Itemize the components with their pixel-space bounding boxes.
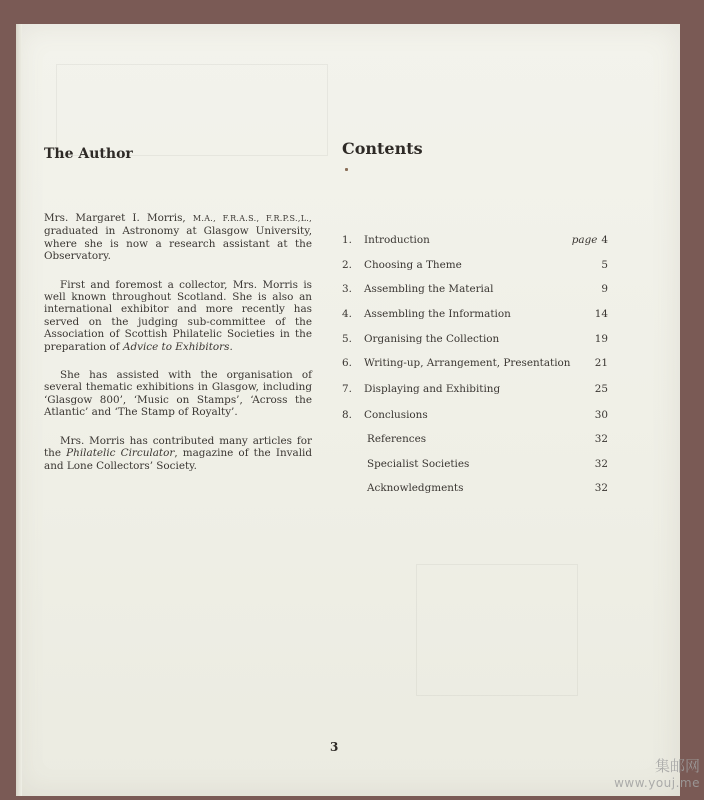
toc-page: 25 — [594, 383, 608, 395]
author-heading: The Author — [44, 146, 133, 162]
watermark — [614, 758, 700, 792]
toc-title: Conclusions — [364, 409, 428, 421]
toc-page: 19 — [594, 333, 608, 345]
toc-page: 32 — [594, 433, 608, 445]
toc-number: 7. — [342, 383, 352, 395]
toc-title: Writing-up, Arrangement, Presentation — [364, 357, 571, 369]
toc-entry — [342, 234, 608, 248]
author-bio-paragraph: Mrs. Morris has contributed many articles for the Philatelic Circulator, magazine of the Invalid and Lone Collectors’ Society. — [44, 434, 313, 472]
toc-page: 21 — [594, 357, 608, 369]
toc-entry — [342, 433, 608, 447]
toc-page: 9 — [601, 283, 608, 295]
page-binding-edge — [16, 24, 22, 796]
toc-entry — [342, 482, 608, 496]
toc-page: 32 — [594, 458, 608, 470]
toc-page: 32 — [594, 482, 608, 494]
toc-number: 3. — [342, 283, 352, 295]
toc-entry — [342, 308, 608, 322]
show-through-shadow — [56, 64, 328, 156]
toc-number: 2. — [342, 259, 352, 271]
author-bio-paragraph: She has assisted with the organisation of several thematic exhibitions in Glasgow, including ‘Glasgow 800’, ‘Music on Stamps’, ‘Across the Atlantic’ and ‘The Stamp of Royalty’. — [44, 369, 312, 419]
toc-number: 4. — [342, 308, 352, 320]
contents-heading: Contents — [342, 139, 423, 158]
toc-entry — [342, 259, 608, 273]
toc-page: 14 — [594, 308, 608, 320]
toc-page: page 4 — [571, 234, 608, 246]
show-through-shadow — [416, 564, 578, 696]
ink-speck — [345, 168, 348, 171]
toc-title: Specialist Societies — [367, 458, 470, 470]
toc-title: Assembling the Material — [364, 283, 494, 295]
author-bio — [44, 212, 312, 488]
toc-page: 5 — [601, 259, 608, 271]
toc-number: 8. — [342, 409, 352, 421]
toc-number: 5. — [342, 333, 352, 345]
toc-title: Acknowledgments — [367, 482, 464, 494]
toc-title: Assembling the Information — [364, 308, 511, 320]
toc-title: References — [367, 433, 427, 445]
toc-entry — [342, 383, 608, 397]
toc-entry — [342, 283, 608, 297]
toc-title: Choosing a Theme — [364, 259, 462, 271]
author-bio-paragraph: First and foremost a collector, Mrs. Morris is well known throughout Scotland. She is also an international exhibitor and more recently has served on the judging sub-committee of the Association of Scottish Philatelic Societies in the preparation of Advice to Exhibitors. — [44, 278, 312, 353]
toc-entry — [342, 409, 608, 423]
toc-entry — [342, 458, 608, 472]
toc-title: Introduction — [364, 234, 430, 246]
toc-number: 1. — [342, 234, 352, 246]
toc-page: 30 — [594, 409, 608, 421]
page-word-label: page — [571, 234, 598, 246]
toc-title: Organising the Collection — [364, 333, 500, 345]
toc-entry — [342, 357, 608, 371]
watermark-logo-text: 集邮网 — [654, 757, 700, 775]
watermark-url: www.youj.me — [614, 776, 700, 790]
toc-entry — [342, 333, 608, 347]
toc-number: 6. — [342, 357, 352, 369]
page-number: 3 — [330, 740, 339, 754]
author-bio-paragraph: Mrs. Margaret I. Morris, M.A., F.R.A.S., F.R.P.S.,L., graduated in Astronomy at Glasgow University, where she is now a research assistant at the Observatory. — [44, 212, 312, 263]
toc-title: Displaying and Exhibiting — [364, 383, 501, 395]
